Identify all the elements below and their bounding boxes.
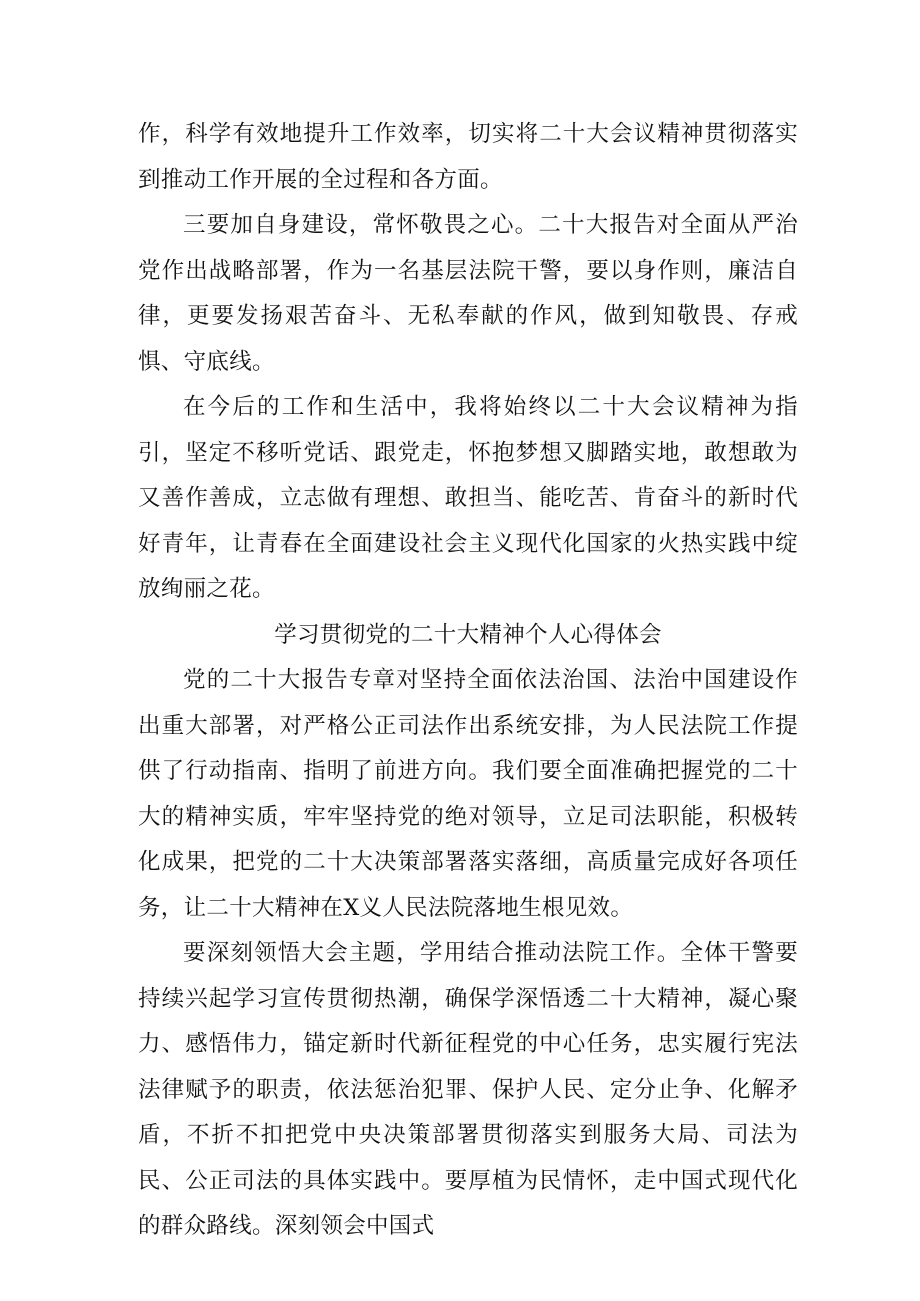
paragraph-future-commitment: 在今后的工作和生活中，我将始终以二十大会议精神为指引，坚定不移听党话、跟党走，怀抱梦想又脚踏实地，敢想敢为又善作善成，立志做有理想、敢担当、能吃苦、肯奋斗的新时代好青年，让青春在全面建设社会主义现代化国家的火热实践中绽放绚丽之花。 (138, 394, 798, 602)
paragraph-continuation: 作，科学有效地提升工作效率，切实将二十大会议精神贯彻落实到推动工作开展的全过程和各方面。 (138, 121, 798, 193)
paragraph-self-discipline: 三要加自身建设，常怀敬畏之心。二十大报告对全面从严治党作出战略部署，作为一名基层法院干警，要以身作则，廉洁自律，更要发扬艰苦奋斗、无私奉献的作风，做到知敬畏、存戒惧、守底线。 (138, 212, 798, 375)
section-heading: 学习贯彻党的二十大精神个人心得体会 (274, 621, 662, 648)
paragraph-conference-theme: 要深刻领悟大会主题，学用结合推动法院工作。全体干警要持续兴起学习宣传贯彻热潮，确保学深悟透二十大精神，凝心聚力、感悟伟力，锚定新时代新征程党的中心任务，忠实履行宪法法律赋予的职责，依法惩治犯罪、保护人民、定分止争、化解矛盾，不折不扣把党中央决策部署贯彻落实到服务大局、司法为民、公正司法的具体实践中。要厚植为民情怀，走中国式现代化的群众路线。深刻领会中国式 (138, 940, 798, 1239)
document-body (138, 112, 798, 1250)
paragraph-rule-of-law: 党的二十大报告专章对坚持全面依法治国、法治中国建设作出重大部署，对严格公正司法作出系统安排，为人民法院工作提供了行动指南、指明了前进方向。我们要全面准确把握党的二十大的精神实质，牢牢坚持党的绝对领导，立足司法职能，积极转化成果，把党的二十大决策部署落实落细，高质量完成好各项任务，让二十大精神在X义人民法院落地生根见效。 (138, 667, 798, 921)
